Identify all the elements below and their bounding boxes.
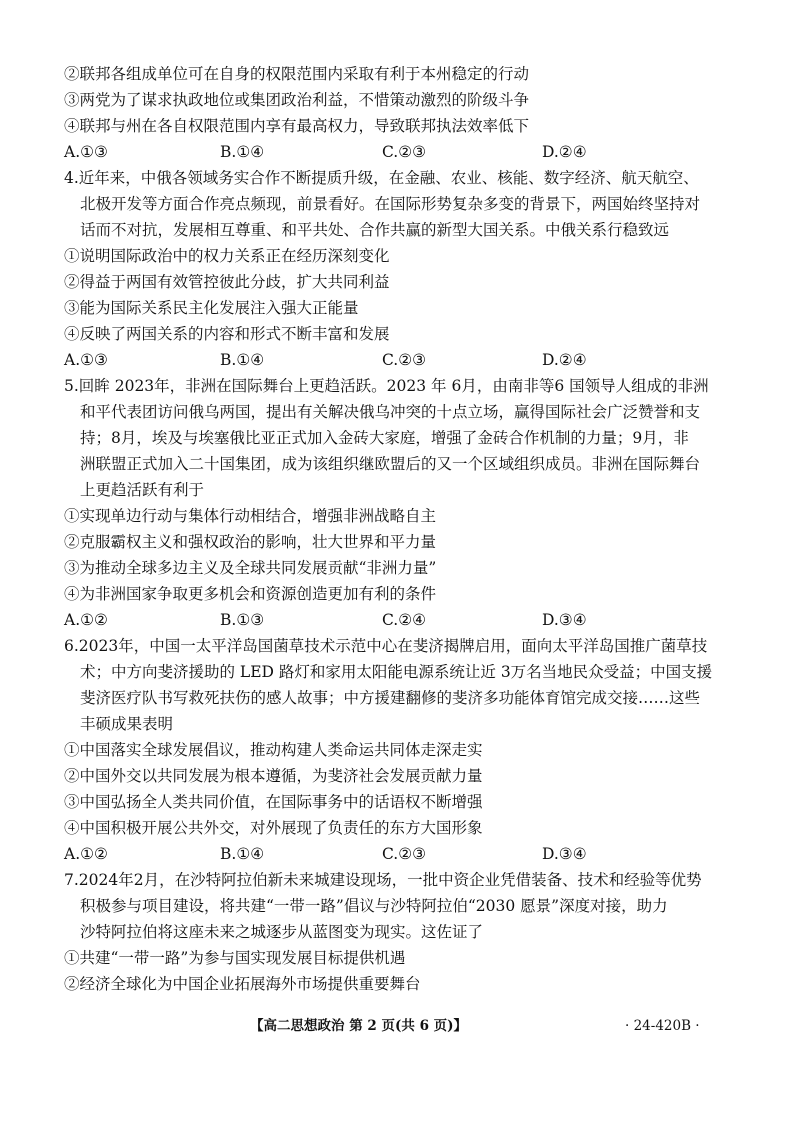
q6-stem-line-2: 术；中方向斐济援助的 LED 路灯和家用太阳能电源系统让近 3万名当地民众受益；中国支援: [80, 663, 713, 681]
q4-stem-line-1: 4.近年来，中俄各领域务实合作不断提质升级，在金融、农业、核能、数字经济、航天航空、: [64, 169, 699, 187]
q6-choice-1: ①中国落实全球发展倡议，推动构建人类命运共同体走深走实: [64, 741, 483, 759]
q5-option-b[interactable]: B.①③: [220, 611, 265, 629]
q7-stem-line-2: 积极参与项目建设，将共建“一带一路”倡议与沙特阿拉伯“2030 愿景”深度对接，助力: [80, 897, 668, 915]
q5-option-d[interactable]: D.③④: [542, 611, 587, 629]
q4-stem-line-2: 北极开发等方面合作亮点频现，前景看好。在国际形势复杂多变的背景下，两国始终坚持对: [80, 195, 701, 213]
q5-stem-line-5: 上更趋活跃有利于: [80, 481, 205, 499]
q3-choice-3: ③两党为了谋求执政地位或集团政治利益，不惜策动激烈的阶级斗争: [64, 91, 530, 109]
q4-option-b[interactable]: B.①④: [220, 351, 265, 369]
q5-choice-1: ①实现单边行动与集体行动相结合，增强非洲战略自主: [64, 507, 437, 525]
q6-stem-line-1: 6.2023年，中国一太平洋岛国菌草技术示范中心在斐济揭牌启用，面向太平洋岛国推广菌草技: [64, 637, 708, 655]
q7-choice-1: ①共建“一带一路”为参与国实现发展目标提供机遇: [64, 949, 406, 967]
q3-option-c[interactable]: C.②③: [382, 143, 427, 161]
q6-option-b[interactable]: B.①④: [220, 845, 265, 863]
q5-option-a[interactable]: A.①②: [64, 611, 108, 629]
q6-choice-2: ②中国外交以共同发展为根本遵循，为斐济社会发展贡献力量: [64, 767, 483, 785]
q4-stem-line-3: 话而不对抗，发展相互尊重、和平共处、合作共赢的新型大国关系。中俄关系行稳致远: [80, 221, 670, 239]
q4-option-c[interactable]: C.②③: [382, 351, 427, 369]
q5-choice-4: ④为非洲国家争取更多机会和资源创造更加有利的条件: [64, 585, 437, 603]
q6-option-a[interactable]: A.①②: [64, 845, 108, 863]
q5-option-c[interactable]: C.②④: [382, 611, 427, 629]
q7-choice-2: ②经济全球化为中国企业拓展海外市场提供重要舞台: [64, 975, 421, 993]
q4-choice-3: ③能为国际关系民主化发展注入强大正能量: [64, 299, 359, 317]
q5-choice-3: ③为推动全球多边主义及全球共同发展贡献“非洲力量”: [64, 559, 437, 577]
q6-choice-3: ③中国弘扬全人类共同价值，在国际事务中的话语权不断增强: [64, 793, 483, 811]
q5-stem-line-4: 洲联盟正式加入二十国集团，成为该组织继欧盟后的又一个区域组织成员。非洲在国际舞台: [80, 455, 701, 473]
q6-stem-line-4: 丰硕成果表明: [80, 715, 174, 733]
q4-choice-1: ①说明国际政治中的权力关系正在经历深刻变化: [64, 247, 390, 265]
q6-choice-4: ④中国积极开展公共外交，对外展现了负责任的东方大国形象: [64, 819, 483, 837]
q7-stem-line-1: 7.2024年2月，在沙特阿拉伯新未来城建设现场，一批中资企业凭借装备、技术和经验等优势: [64, 871, 702, 889]
page-footer-title: 【高二思想政治 第 2 页(共 6 页)】: [250, 1018, 468, 1034]
q3-choice-4: ④联邦与州在各自权限范围内享有最高权力，导致联邦执法效率低下: [64, 117, 530, 135]
q3-option-d[interactable]: D.②④: [542, 143, 587, 161]
q5-choice-2: ②克服霸权主义和强权政治的影响，壮大世界和平力量: [64, 533, 437, 551]
q3-option-a[interactable]: A.①③: [64, 143, 108, 161]
q5-stem-line-1: 5.回眸 2023年，非洲在国际舞台上更趋活跃。2023 年 6月，由南非等6 国领导人组成的非洲: [64, 377, 709, 395]
q3-choice-2: ②联邦各组成单位可在自身的权限范围内采取有利于本州稳定的行动: [64, 65, 530, 83]
q5-stem-line-3: 持；8月，埃及与埃塞俄比亚正式加入金砖大家庭，增强了金砖合作机制的力量；9月，非: [80, 429, 689, 447]
q4-choice-2: ②得益于两国有效管控彼此分歧，扩大共同利益: [64, 273, 390, 291]
q3-option-b[interactable]: B.①④: [220, 143, 265, 161]
q6-option-d[interactable]: D.③④: [542, 845, 587, 863]
q4-option-d[interactable]: D.②④: [542, 351, 587, 369]
q4-choice-4: ④反映了两国关系的内容和形式不断丰富和发展: [64, 325, 390, 343]
page-footer-code: · 24-420B ·: [625, 1018, 700, 1034]
q6-stem-line-3: 斐济医疗队书写救死扶伤的感人故事；中方援建翻修的斐济多功能体育馆完成交接……这些: [80, 689, 701, 707]
q7-stem-line-3: 沙特阿拉伯将这座未来之城逐步从蓝图变为现实。这佐证了: [80, 923, 484, 941]
q6-option-c[interactable]: C.②③: [382, 845, 427, 863]
q5-stem-line-2: 和平代表团访问俄乌两国，提出有关解决俄乌冲突的十点立场，赢得国际社会广泛赞誉和支: [80, 403, 701, 421]
q4-option-a[interactable]: A.①③: [64, 351, 108, 369]
